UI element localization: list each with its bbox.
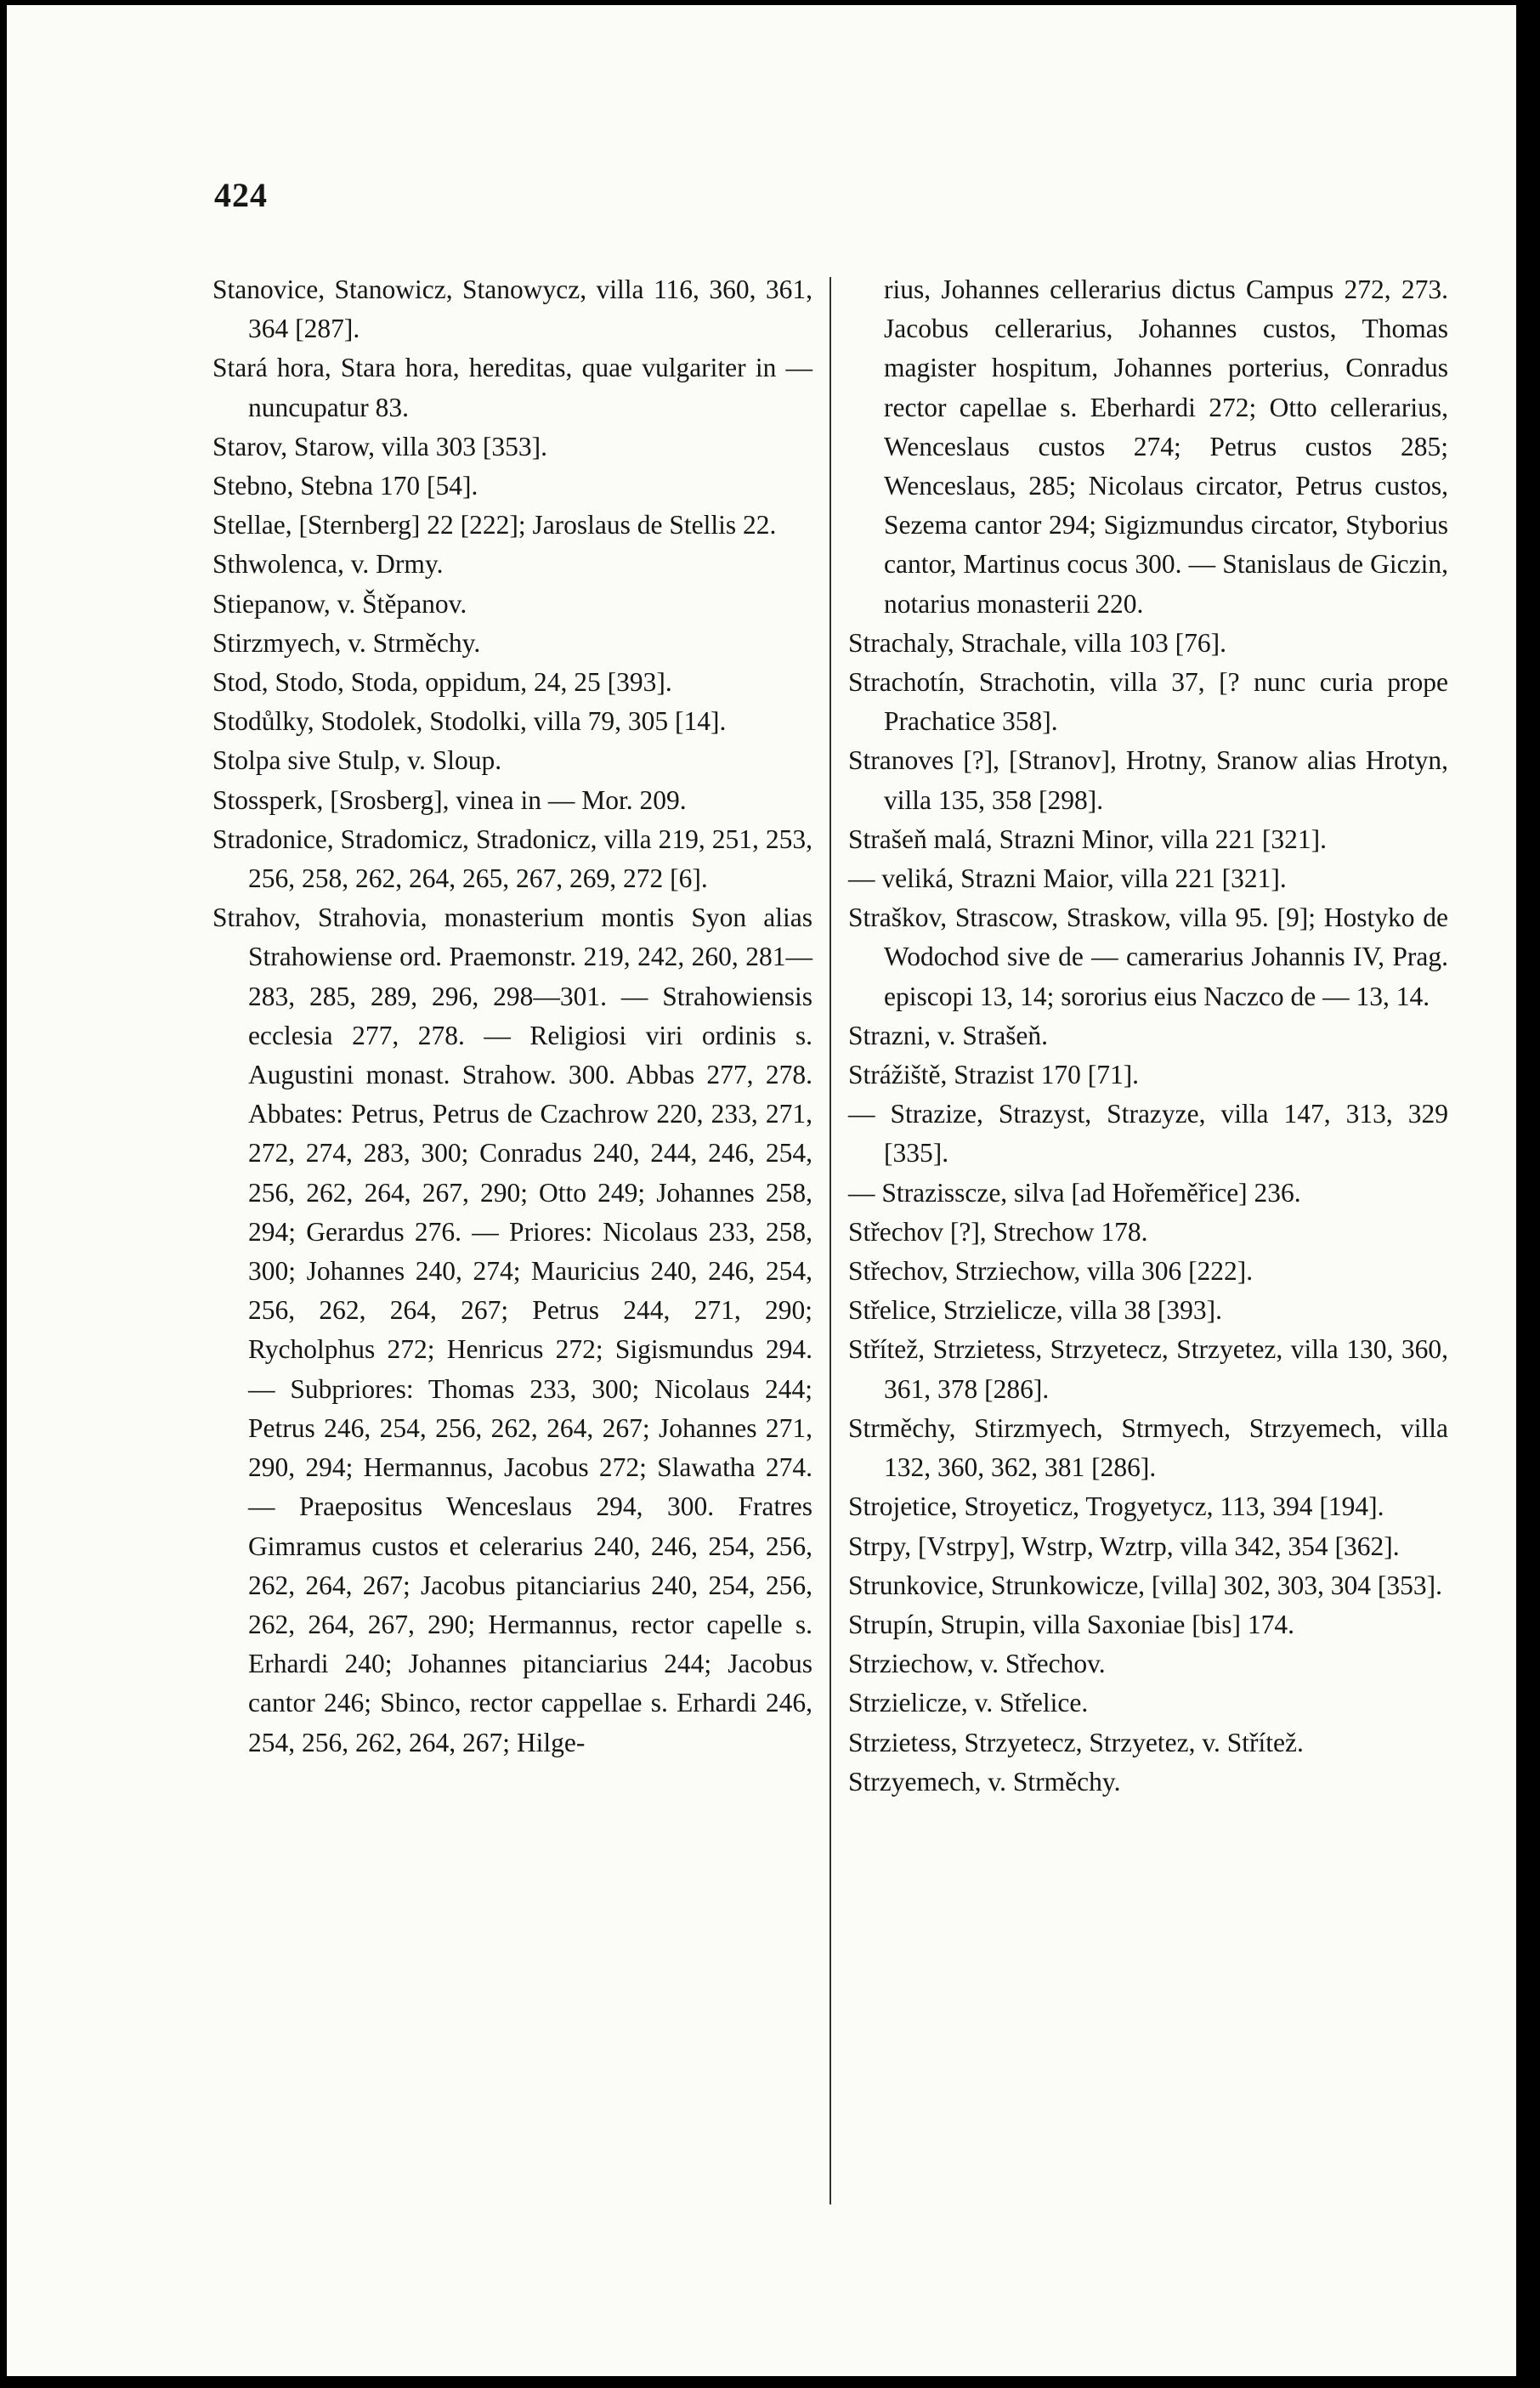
index-entry: Stellae, [Sternberg] 22 [222]; Jaroslaus de Stellis 22. bbox=[212, 510, 777, 540]
index-entry: Stossperk, [Srosberg], vinea in — Mor. 209. bbox=[212, 784, 687, 815]
index-entry: Stolpa sive Stulp, v. Sloup. bbox=[212, 745, 502, 776]
index-entry: Stebno, Stebna 170 [54]. bbox=[212, 471, 478, 501]
index-entry: Strměchy, Stirzmyech, Strmyech, Strzyemech, villa 132, 360, 362, 381 [286]. bbox=[848, 1412, 1448, 1483]
index-entry: Strunkovice, Strunkowicze, [villa] 302, 303, 304 [353]. bbox=[848, 1570, 1442, 1600]
index-entry: Strojetice, Stroyeticz, Trogyetycz, 113, 394 [194]. bbox=[848, 1491, 1384, 1522]
index-entry: Strachotín, Strachotin, villa 37, [? nunc curia prope Prachatice 358]. bbox=[848, 667, 1448, 737]
index-entry: Strachaly, Strachale, villa 103 [76]. bbox=[848, 627, 1226, 658]
index-entry: Sthwolenca, v. Drmy. bbox=[212, 549, 444, 580]
index-entry: Strzyemech, v. Strměchy. bbox=[848, 1766, 1121, 1797]
index-entry: Straškov, Strascow, Straskow, villa 95. [9]; Hostyko de Wodochod sive de — camerarius Johannis IV, Prag. episcopi 13, 14; sororius eius Naczco de — 13, 14. bbox=[848, 903, 1448, 1011]
index-entry: Strupín, Strupin, villa Saxoniae [bis] 174. bbox=[848, 1609, 1294, 1639]
index-entry: Stará hora, Stara hora, hereditas, quae vulgariter in — nuncupatur 83. bbox=[212, 353, 812, 422]
index-entry: Stod, Stodo, Stoda, oppidum, 24, 25 [393]. bbox=[212, 667, 672, 698]
left-column bbox=[212, 270, 812, 1763]
index-entry: Strpy, [Vstrpy], Wstrp, Wztrp, villa 342, 354 [362]. bbox=[848, 1531, 1400, 1561]
index-entry: Stiepanow, v. Štěpanov. bbox=[212, 588, 467, 619]
index-entry: Střelice, Strzielicze, villa 38 [393]. bbox=[848, 1295, 1222, 1326]
page bbox=[7, 5, 1516, 2376]
index-entry: Stranoves [?], [Stranov], Hrotny, Sranow alias Hrotyn, villa 135, 358 [298]. bbox=[848, 745, 1448, 815]
column-divider bbox=[829, 277, 831, 2204]
index-entry: Stradonice, Stradomicz, Stradonicz, villa 219, 251, 253, 256, 258, 262, 264, 265, 267, 269, 272 [6]. bbox=[212, 823, 812, 894]
index-entry-continuation: rius, Johannes cellerarius dictus Campus 272, 273. Jacobus cellerarius, Johannes custos, Thomas magister hospitum, Johannes porterius, Conradus rector capellae s. Eberhardi 272; Otto cellerarius, Wenceslaus custos 274; Petrus custos 285; Wenceslaus, 285; Nicolaus circator, Petrus custos, Sezema cantor 294; Sigizmundus circator, Styborius cantor, Martinus cocus 300. — Stanislaus de Giczin, notarius monasterii 220. bbox=[884, 274, 1448, 619]
index-entry: Střítež, Strzietess, Strzyetecz, Strzyetez, villa 130, 360, 361, 378 [286]. bbox=[848, 1334, 1448, 1404]
index-entry: Stodůlky, Stodolek, Stodolki, villa 79, 305 [14]. bbox=[212, 706, 727, 737]
index-entry: Strzielicze, v. Střelice. bbox=[848, 1688, 1089, 1718]
index-entry: Strašeň malá, Strazni Minor, villa 221 [321]. bbox=[848, 823, 1328, 854]
index-entry: — Strazisscze, silva [ad Hořeměřice] 236. bbox=[848, 1177, 1301, 1208]
right-column bbox=[848, 270, 1448, 1802]
index-entry: Stirzmyech, v. Strměchy. bbox=[212, 627, 481, 658]
index-entry: Starov, Starow, villa 303 [353]. bbox=[212, 431, 547, 461]
index-entry: — Strazize, Strazyst, Strazyze, villa 147, 313, 329 [335]. bbox=[848, 1099, 1448, 1169]
index-entry: Střechov [?], Strechow 178. bbox=[848, 1216, 1148, 1247]
index-entry: Stanovice, Stanowicz, Stanowycz, villa 116, 360, 361, 364 [287]. bbox=[212, 274, 812, 344]
index-entry: Strzietess, Strzyetecz, Strzyetez, v. Střítež. bbox=[848, 1727, 1304, 1757]
index-entry: Strazni, v. Strašeň. bbox=[848, 1020, 1049, 1050]
index-entry: Střechov, Strziechow, villa 306 [222]. bbox=[848, 1256, 1254, 1287]
index-entry: Strziechow, v. Střechov. bbox=[848, 1649, 1106, 1679]
index-entry: — veliká, Strazni Maior, villa 221 [321]. bbox=[848, 863, 1287, 894]
index-entry: Strážiště, Strazist 170 [71]. bbox=[848, 1060, 1140, 1090]
index-entry-strahov: Strahov, Strahovia, monasterium montis Syon alias Strahowiense ord. Praemonstr. 219, 242, 260, 281—283, 285, 289, 296, 298—301. — Strahowiensis ecclesia 277, 278. — Religiosi viri ordinis s. Augustini monast. Strahow. 300. Abbas 277, 278. Abbates: Petrus, Petrus de Czachrow 220, 233, 271, 272, 274, 283, 300; Conradus 240, 244, 246, 254, 256, 262, 264, 267, 290; Otto 249; Johannes 258, 294; Gerardus 276. — Priores: Nicolaus 233, 258, 300; Johannes 240, 274; Mauricius 240, 246, 254, 256, 262, 264, 267; Petrus 244, 271, 290; Rycholphus 272; Henricus 272; Sigismundus 294. — Subpriores: Thomas 233, 300; Nicolaus 244; Petrus 246, 254, 256, 262, 264, 267; Johannes 271, 290, 294; Hermannus, Jacobus 272; Slawatha 274. — Praepositus Wenceslaus 294, 300. Fratres Gimramus custos et celerarius 240, 246, 254, 256, 262, 264, 267; Jacobus pitanciarius 240, 254, 256, 262, 264, 267, 290; Hermannus, rector capelle s. Erhardi 240; Johannes pitanciarius 244; Jacobus cantor 246; Sbinco, rector cappellae s. Erhardi 246, 254, 256, 262, 264, 267; Hilge- bbox=[212, 903, 812, 1757]
page-number: 424 bbox=[214, 176, 268, 214]
